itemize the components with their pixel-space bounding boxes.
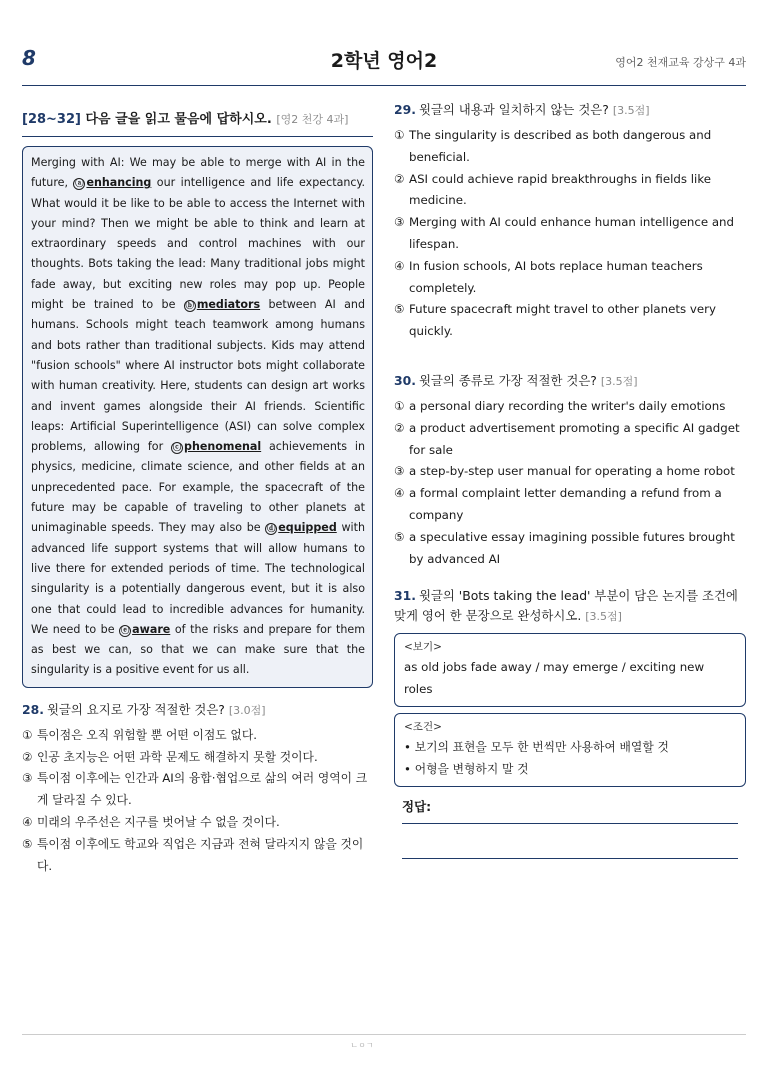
question-29 [394,100,746,343]
question-stem: 윗글의 내용과 일치하지 않는 것은? [418,102,609,117]
example-box [394,633,746,707]
question-30 [394,371,746,570]
underlined-word-d: equipped [278,521,337,535]
marker-a: ⓐ [75,179,84,190]
question-number: 30. [394,372,416,388]
header-meta: 영어2 천재교육 강상구 4과 [615,56,746,69]
marker-b: ⓑ [185,301,195,312]
question-points: [3.5점] [585,610,622,624]
question-number: 28. [22,701,44,717]
footer-divider [22,1034,746,1035]
option-1[interactable]: ① 특이점은 오직 위험할 뿐 어떤 이점도 없다. [22,727,257,742]
section-instruction: 다음 글을 읽고 물음에 답하시오. [85,112,272,127]
option-5[interactable]: ⑤ a speculative essay imagining possible futures brought by advanced AI [394,529,735,566]
footer-text: ㄴㅇㄱ [350,1041,374,1050]
option-list [22,725,373,878]
option-3[interactable]: ③ a step-by-step user manual for operating a home robot [394,464,735,479]
marker-c: ⓒ [172,443,182,454]
option-4[interactable]: ④ In fusion schools, AI bots replace human teachers completely. [394,258,703,295]
underlined-word-e: aware [132,622,171,636]
question-number: 31. [394,588,416,604]
option-5[interactable]: ⑤ 특이점 이후에도 학교와 직업은 지금과 전혀 달라지지 않을 것이다. [22,836,364,873]
page-number: 8 [22,46,36,70]
option-2[interactable]: ② a product advertisement promoting a specific AI gadget for sale [394,420,740,457]
option-3[interactable]: ③ Merging with AI could enhance human intelligence and lifespan. [394,215,735,251]
marker-e: ⓔ [120,625,130,636]
answer-line-2[interactable] [402,858,738,859]
condition-list [404,736,736,780]
example-text: as old jobs fade away / may emerge / exciting new roles [404,660,705,697]
passage-text: with advanced life support systems that will allow humans to live there for extended periods of time. The technological singularity is a potentially dangerous event, but it is also one that could lead to incredible advances for humanity. We need to be [31,521,365,636]
question-31 [394,586,746,859]
underlined-word-c: phenomenal [184,440,262,454]
option-4[interactable]: ④ a formal complaint letter demanding a refund from a company [394,486,722,522]
underlined-word-a: enhancing [86,176,152,190]
question-stem: 윗글의 요지로 가장 적절한 것은? [46,701,225,717]
condition-label: <조건> [404,721,442,734]
answer-line-1[interactable] [402,823,738,824]
page-title: 2학년 영어2 [330,50,438,72]
reading-passage [22,146,373,688]
option-2[interactable]: ② 인공 초지능은 어떤 과학 문제도 해결하지 못할 것이다. [22,749,318,764]
example-label: <보기> [404,641,442,654]
marker-d: ⓓ [266,524,276,535]
passage-text: Merging with AI: We may be able to merge with AI in the future, [31,156,365,190]
question-points: [3.0점] [228,703,266,717]
question-stem: 윗글의 'Bots taking the lead' 부분이 담은 논지를 조건에 맞게 영어 한 문장으로 완성하시오. [394,588,738,624]
option-1[interactable]: ① The singularity is described as both dangerous and beneficial. [394,128,712,164]
condition-item: • 보기의 표현을 모두 한 번씩만 사용하여 배열할 것 [404,740,669,755]
question-points: [3.5점] [600,374,638,388]
section-source: [영2 천강 4과] [276,113,349,126]
option-2[interactable]: ② ASI could achieve rapid breakthroughs in fields like medicine. [394,171,712,208]
option-3[interactable]: ③ 특이점 이후에는 인간과 AI의 융합·협업으로 삶의 여러 영역이 크게 달라질 수 있다. [22,771,368,808]
passage-text: between AI and humans. Schools might teach teamwork among humans and bots rather than traditional subjects. Kids may attend "fusion schools" where AI instructor bots might collaborate with human creativity. Here, students can design art works and invent games alongside their AI friends. Scientific leaps: Artificial Superintelligence (ASI) can solve complex problems, allowing for [31,298,365,454]
question-range: [28~32] [22,112,81,127]
passage-text: of the risks and prepare for them as best we can, so that we can make sure that the singularity is a positive event for us all. [31,622,366,677]
underlined-word-b: mediators [196,298,261,312]
answer-label: 정답: [402,799,432,815]
option-list [394,125,746,343]
question-points: [3.5점] [612,104,650,117]
option-1[interactable]: ① a personal diary recording the writer's daily emotions [394,398,726,413]
right-column [394,100,746,859]
condition-box [394,713,746,787]
question-number: 29. [394,102,416,117]
left-column [22,100,373,877]
question-28 [22,700,373,878]
option-list [394,396,746,570]
option-5[interactable]: ⑤ Future spacecraft might travel to other planets very quickly. [394,302,716,339]
option-4[interactable]: ④ 미래의 우주선은 지구를 벗어날 수 없을 것이다. [22,814,280,829]
passage-text: achievements in physics, medicine, climate science, and other fields at an unprecedented pace. For example, the spacecraft of the future may be capable of traveling to other planets at unimaginable speeds. They may also be [31,440,365,535]
question-stem: 윗글의 종류로 가장 적절한 것은? [418,372,597,388]
condition-item: • 어형을 변형하지 말 것 [404,762,529,777]
section-heading [22,100,373,137]
passage-text: our intelligence and life expectancy. What would it be like to be able to access the Internet with your mind? Then we might be able to think and learn at extraordinary speeds and control machines with our thoughts. Bots taking the lead: Many traditional jobs might fade away, but exciting new roles may pop up. People might be trained to be [31,176,366,312]
page-header [22,40,746,86]
